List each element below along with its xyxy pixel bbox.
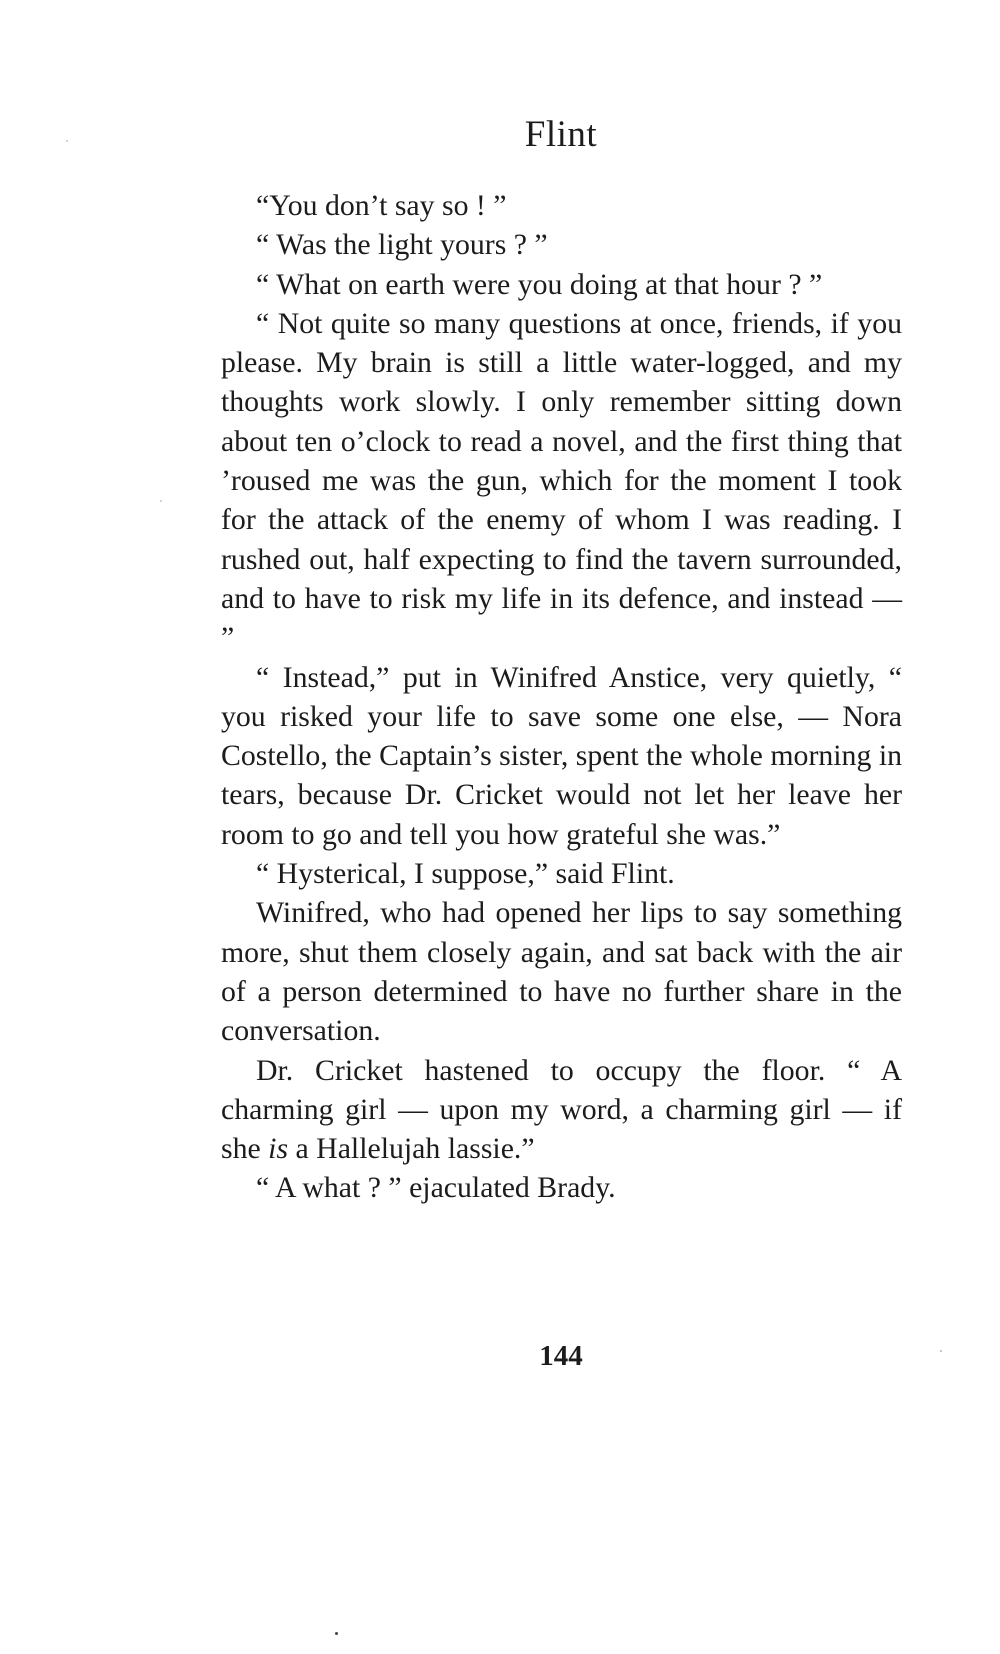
body-text [221, 186, 902, 1208]
paragraph: Winifred, who had opened her lips to say something more, shut them closely again, and sat back with the air of a person determined to have no further share in the conversation. [221, 896, 902, 1048]
paragraph: “ Not quite so many questions at once, friends, if you please. My brain is still a little water-logged, and my thoughts work slowly. I only remember sitting down about ten o’clock to read a novel, and the first thing that ’roused me was the gun, which for the moment I took for the attack of the enemy of whom I was reading. I rushed out, half expecting to find the tavern surrounded, and to have to risk my life in its defence, and instead — ” [221, 306, 902, 655]
paragraph: “ Was the light yours ? ” [256, 228, 548, 262]
scan-speck [160, 500, 162, 502]
paragraph: “ A what ? ” ejaculated Brady. [256, 1171, 616, 1205]
paragraph-with-emphasis [221, 1051, 902, 1169]
paragraph: “ Instead,” put in Winifred Anstice, very quietly, “ you risked your life to save some one else, — Nora Costello, the Captain’s sister, spent the whole morning in tears, because Dr. Cricket would not let her leave her room to go and tell you how grateful she was.” [221, 660, 902, 851]
page-number: 144 [539, 1340, 583, 1372]
paragraph: “You don’t say so ! ” [256, 189, 507, 222]
paragraph: “ Hysterical, I suppose,” said Flint. [256, 857, 675, 891]
emphasized-word: is [268, 1132, 289, 1166]
running-head: Flint [524, 114, 598, 155]
scan-speck [66, 140, 68, 142]
scan-speck [335, 1632, 338, 1635]
paragraph: “ What on earth were you doing at that hour ? ” [256, 267, 823, 301]
scan-speck [940, 1350, 942, 1352]
paragraph-text: a Hallelujah lassie.” [288, 1132, 535, 1166]
paragraph-text: Dr. Cricket hastened to occupy the floor. “ A charming girl — upon my word, a charming girl — if she [221, 1053, 902, 1166]
